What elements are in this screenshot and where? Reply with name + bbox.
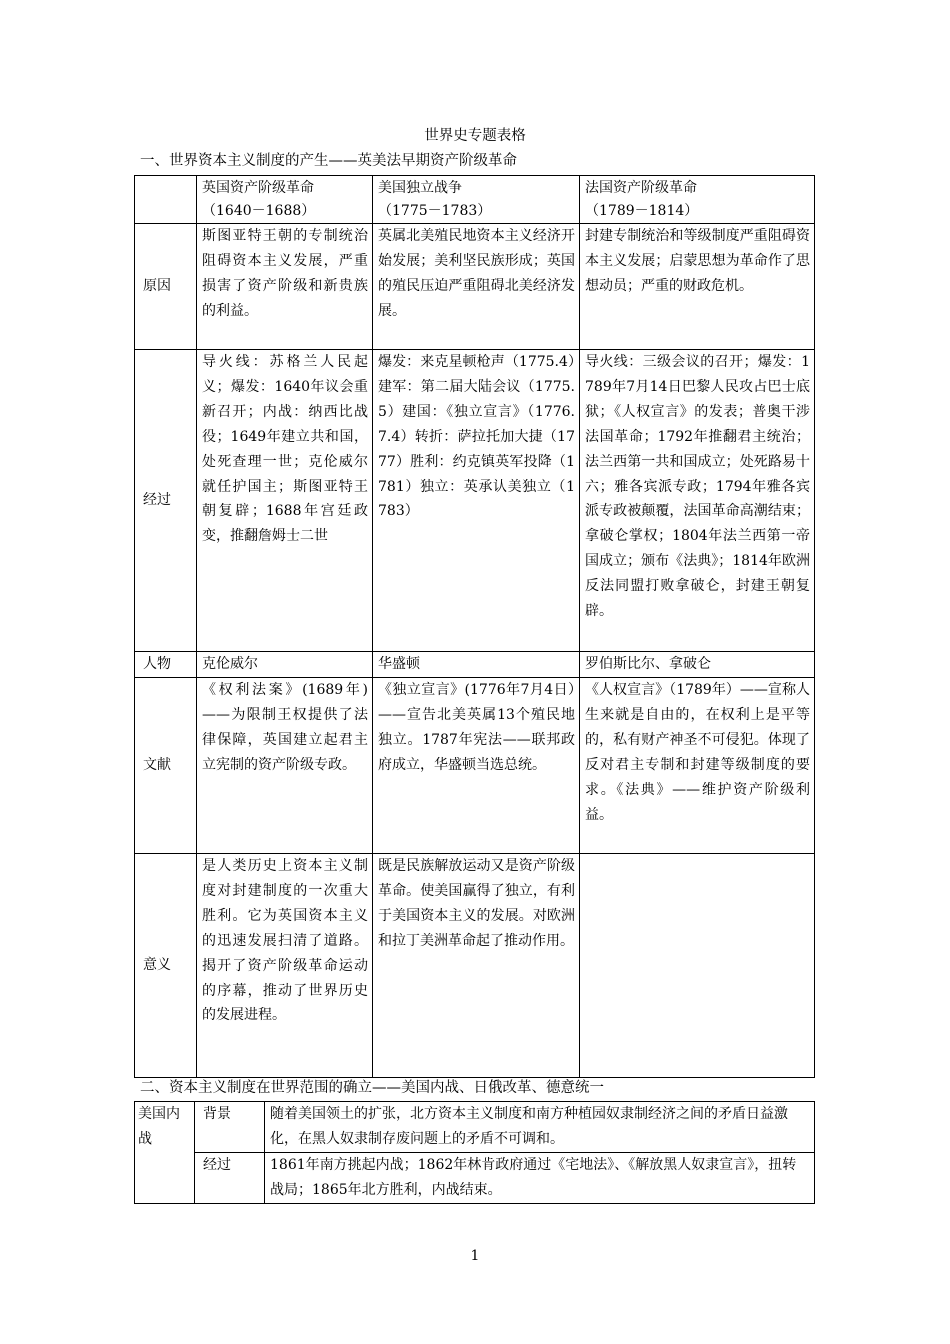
table-cell: 斯图亚特王朝的专制统治阻碍资本主义发展，严重损害了资产阶级和新贵族的利益。 [197,224,373,350]
table-row-causes [135,224,815,350]
table-cell: 爆发：来克星顿枪声（1775.4）建军：第二届大陆会议（1775.5）建国：《独立宣言》（1776.7.4）转折：萨拉托加大捷（1777）胜利：约克镇英军投降（1781）独立：英承认美独立（1783） [373,350,580,652]
table-row-background [135,1102,815,1153]
table-row-process [135,350,815,652]
table-cell: 华盛顿 [373,652,580,678]
row-label: 背景 [195,1102,265,1153]
table-cell: 《独立宣言》(1776年7月4日）——宣告北美英属13个殖民地独立。1787年宪法——联邦政府成立，华盛顿当选总统。 [373,678,580,854]
table-row-documents [135,678,815,854]
column-header-french [580,176,815,224]
table-cell: 英属北美殖民地资本主义经济开始发展；美利坚民族形成；英国的殖民压迫严重阻碍北美经济发展。 [373,224,580,350]
table-cell: 罗伯斯比尔、拿破仑 [580,652,815,678]
table-header-row [135,176,815,224]
table-cell: 《权利法案》(1689年)——为限制王权提供了法律保障，英国建立起君主立宪制的资产阶级专政。 [197,678,373,854]
column-period: （1789－1814） [585,203,699,219]
table-cell: 导火线：三级会议的召开；爆发：1789年7月14日巴黎人民攻占巴士底狱；《人权宣言》的发表；普奥干涉法国革命；1792年推翻君主统治；法兰西第一共和国成立；处死路易十六；雅各宾派专政；1794年雅各宾派专政被颠覆，法国革命高潮结束；拿破仑掌权；1804年法兰西第一帝国成立；颁布《法典》；1814年欧洲反法同盟打败拿破仑，封建王朝复辟。 [580,350,815,652]
table-cell: 1861年南方挑起内战；1862年林肯政府通过《宅地法》、《解放黑人奴隶宣言》，扭转战局；1865年北方胜利，内战结束。 [265,1153,815,1204]
column-name: 法国资产阶级革命 [585,180,697,196]
table-cell: 随着美国领土的扩张，北方资本主义制度和南方种植园奴隶制经济之间的矛盾日益激化，在黑人奴隶制存废问题上的矛盾不可调和。 [265,1102,815,1153]
row-label: 经过 [195,1153,265,1204]
document-title: 世界史专题表格 [424,128,526,144]
revolutions-table [134,175,815,1078]
table-cell: 是人类历史上资本主义制度对封建制度的一次重大胜利。它为英国资本主义的迅速发展扫清了道路。揭开了资产阶级革命运动的序幕，推动了世界历史的发展进程。 [197,854,373,1078]
table-cell: 既是民族解放运动又是资产阶级革命。使美国赢得了独立，有利于美国资本主义的发展。对欧洲和拉丁美洲革命起了推动作用。 [373,854,580,1078]
section-2-heading: 二、资本主义制度在世界范围的确立——美国内战、日俄改革、德意统一 [140,1080,604,1096]
table-cell: 《人权宣言》（1789年）——宣称人生来就是自由的，在权利上是平等的，私有财产神圣不可侵犯。体现了反对君主专制和封建等级制度的要求。《法典》——维护资产阶级利益。 [580,678,815,854]
column-name: 美国独立战争 [378,180,462,196]
table-cell [580,854,815,1078]
table-cell: 封建专制统治和等级制度严重阻碍资本主义发展；启蒙思想为革命作了思想动员；严重的财政危机。 [580,224,815,350]
row-label: 文献 [135,678,197,854]
column-name: 英国资产阶级革命 [202,180,314,196]
table-cell: 导火线：苏格兰人民起义；爆发：1640年议会重新召开；内战：纳西比战役；1649年建立共和国，处死查理一世；克伦威尔就任护国主；斯图亚特王朝复辟；1688年宫廷政变，推翻詹姆士二世 [197,350,373,652]
row-label: 经过 [135,350,197,652]
group-label: 美国内战 [135,1102,195,1204]
table-row-figures [135,652,815,678]
column-header-english [197,176,373,224]
civil-war-table [134,1101,815,1204]
column-period: （1640－1688） [202,203,316,219]
corner-cell [135,176,197,224]
table-cell: 克伦威尔 [197,652,373,678]
column-period: （1775－1783） [378,203,492,219]
row-label: 人物 [135,652,197,678]
row-label: 原因 [135,224,197,350]
section-1-heading: 一、世界资本主义制度的产生——英美法早期资产阶级革命 [140,153,517,169]
table-row-significance [135,854,815,1078]
row-label: 意义 [135,854,197,1078]
column-header-american [373,176,580,224]
table-row-course [135,1153,815,1204]
page-number: 1 [470,1248,480,1264]
